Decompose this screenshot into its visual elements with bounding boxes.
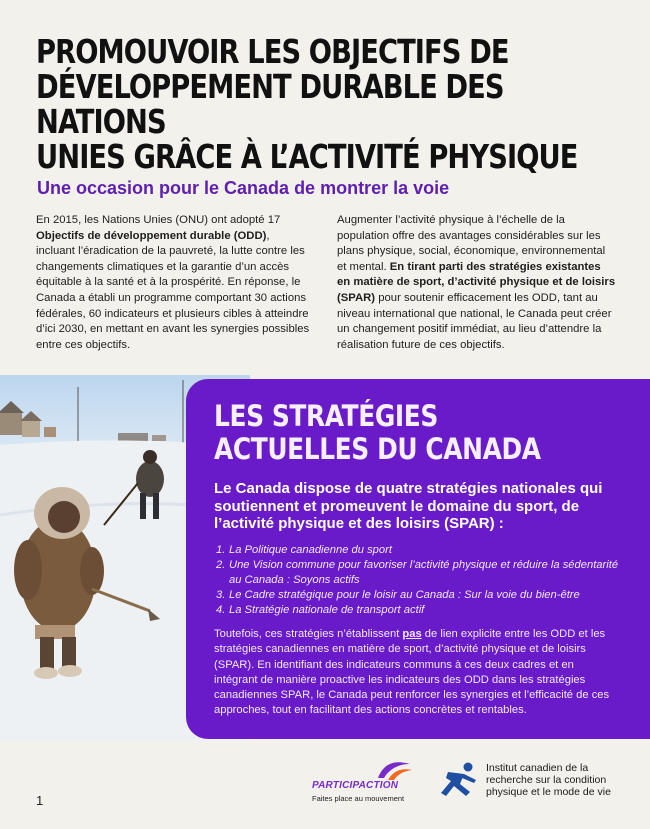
card-body-rest: de lien explicite entre les ODD et les stratégies canadiennes en matière de sport, d’activité physique et de loisirs (SPAR). En identifiant des indicateurs communs à ces deux cadres et en intégrant de manière proactive les indicateurs des ODD dans les stratégies canadiennes SPAR, le Canada peut renforcer les synergies et l’efficacité de ces approches, tout en facilitant des actions concrètes et rentables. bbox=[214, 628, 610, 717]
list-item bbox=[216, 558, 626, 588]
list-item bbox=[216, 603, 626, 618]
intro-left-bold: Objectifs de développement durable (ODD) bbox=[36, 229, 267, 242]
participaction-tagline: Faites place au mouvement bbox=[312, 794, 405, 803]
list-item-number: 2. bbox=[216, 559, 226, 571]
card-body-underline: pas bbox=[402, 628, 422, 640]
page-number: 1 bbox=[36, 793, 44, 808]
participaction-logo[interactable] bbox=[312, 758, 412, 808]
title-line-1: PROMOUVOIR LES OBJECTIFS DE bbox=[36, 32, 509, 71]
title-line-3: UNIES GRÂCE À L’ACTIVITÉ PHYSIQUE bbox=[36, 137, 578, 176]
list-item bbox=[216, 543, 626, 558]
subtitle: Une occasion pour le Canada de montrer la voie bbox=[37, 178, 450, 198]
intro-right-text: Augmenter l’activité physique à l’échelle de la population offre des avantages considérables sur les plans physique, social, économique, environnemental et mental. bbox=[337, 214, 606, 273]
strategies-list bbox=[216, 543, 626, 618]
cflri-name: Institut canadien de la recherche sur la condition physique et le mode de vie bbox=[486, 762, 611, 798]
intro-right-rest: pour soutenir efficacement les ODD, tant au niveau international que national, le Canada peut créer un changement positif immédiat, au lieu d’attendre la réalisation future de ces objectifs. bbox=[337, 291, 612, 351]
list-item-number: 3. bbox=[216, 589, 226, 601]
intro-left-paragraph bbox=[36, 213, 311, 353]
list-item-text: Une Vision commune pour favoriser l’activité physique et réduire la sédentarité au Canada : Soyons actifs bbox=[229, 559, 619, 586]
participaction-name: PARTICIPACTION bbox=[312, 780, 399, 791]
list-item-text: Le Cadre stratégique pour le loisir au Canada : Sur la voie du bien-être bbox=[229, 589, 580, 601]
list-item-number: 4. bbox=[216, 604, 226, 616]
page-title bbox=[36, 34, 579, 174]
intro-left-text: En 2015, les Nations Unies (ONU) ont adopté 17 bbox=[36, 214, 281, 226]
participaction-swoosh-icon bbox=[374, 758, 414, 782]
title-line-2: DÉVELOPPEMENT DURABLE DES NATIONS bbox=[36, 67, 504, 141]
card-title-line-1: LES STRATÉGIES bbox=[214, 399, 438, 433]
intro-left-rest: , incluant l’éradication de la pauvreté, la lutte contre les changements climatiques et la garantie d’un accès équitable à la santé et à la prospérité. En réponse, le Canada a établi un programme comportant 30 actions fédérales, 60 indicateurs et plusieurs cibles à atteindre d’ici 2030, en mettant en avant les synergies possibles entre ces objectifs. bbox=[36, 229, 310, 351]
list-item-text: La Politique canadienne du sport bbox=[229, 544, 392, 556]
intro-right-paragraph bbox=[337, 213, 617, 353]
intro-right-bold: En tirant parti des stratégies existantes en matière de sport, d’activité physique et de loisirs (SPAR) bbox=[337, 260, 616, 304]
list-item-number: 1. bbox=[216, 544, 226, 556]
list-item-text: La Stratégie nationale de transport actif bbox=[229, 604, 425, 616]
card-title-line-2: ACTUELLES DU CANADA bbox=[214, 432, 541, 466]
card-title bbox=[214, 400, 541, 466]
running-figure-icon bbox=[438, 760, 482, 800]
card-body bbox=[214, 627, 614, 719]
list-item bbox=[216, 588, 626, 603]
cflri-logo[interactable] bbox=[438, 760, 638, 805]
card-body-start: Toutefois, ces stratégies n’établissent bbox=[214, 628, 403, 640]
card-lead: Le Canada dispose de quatre stratégies nationales qui soutiennent et promeuvent le domaine du sport, de l’activité physique et des loisirs (SPAR) : bbox=[214, 480, 603, 532]
